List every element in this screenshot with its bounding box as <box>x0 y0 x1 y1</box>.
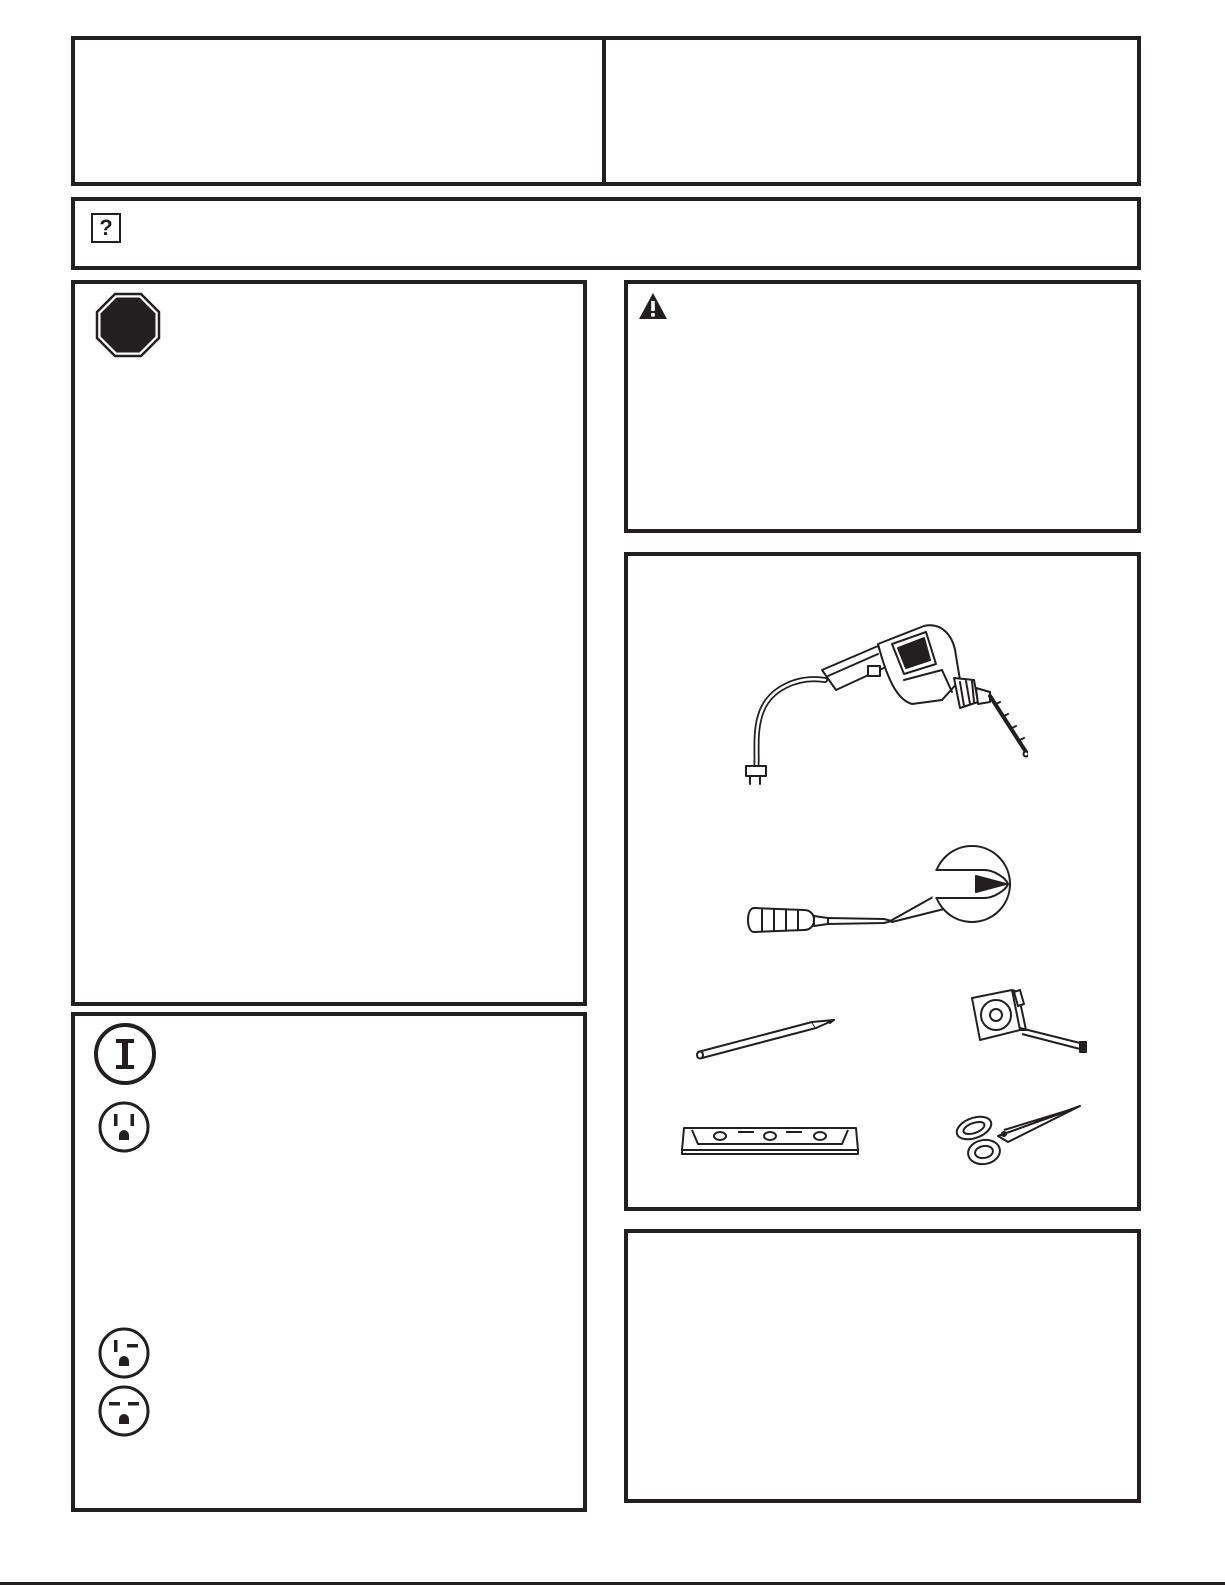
important-i-icon <box>93 1022 157 1086</box>
double-t-slot-outlet-icon <box>97 1384 151 1438</box>
header-box <box>71 36 1141 186</box>
electrical-section <box>71 1012 587 1512</box>
level-icon <box>678 1116 862 1156</box>
warning-section <box>624 280 1141 533</box>
notes-section <box>624 1229 1141 1503</box>
stop-section <box>71 280 587 1006</box>
standard-outlet-icon <box>97 1100 151 1154</box>
screwdriver-icon <box>744 840 1034 940</box>
question-mark-glyph: ? <box>99 215 113 240</box>
tools-section <box>624 552 1141 1211</box>
question-bar <box>71 197 1141 270</box>
drill-icon <box>728 618 1028 788</box>
header-divider <box>602 40 606 182</box>
question-mark-icon <box>91 213 121 243</box>
tape-measure-icon <box>966 984 1092 1064</box>
pencil-icon <box>692 1012 842 1062</box>
t-slot-outlet-icon <box>97 1326 151 1380</box>
stop-sign-icon <box>95 292 161 358</box>
warning-triangle-icon <box>638 292 668 320</box>
scissors-icon <box>948 1100 1088 1170</box>
